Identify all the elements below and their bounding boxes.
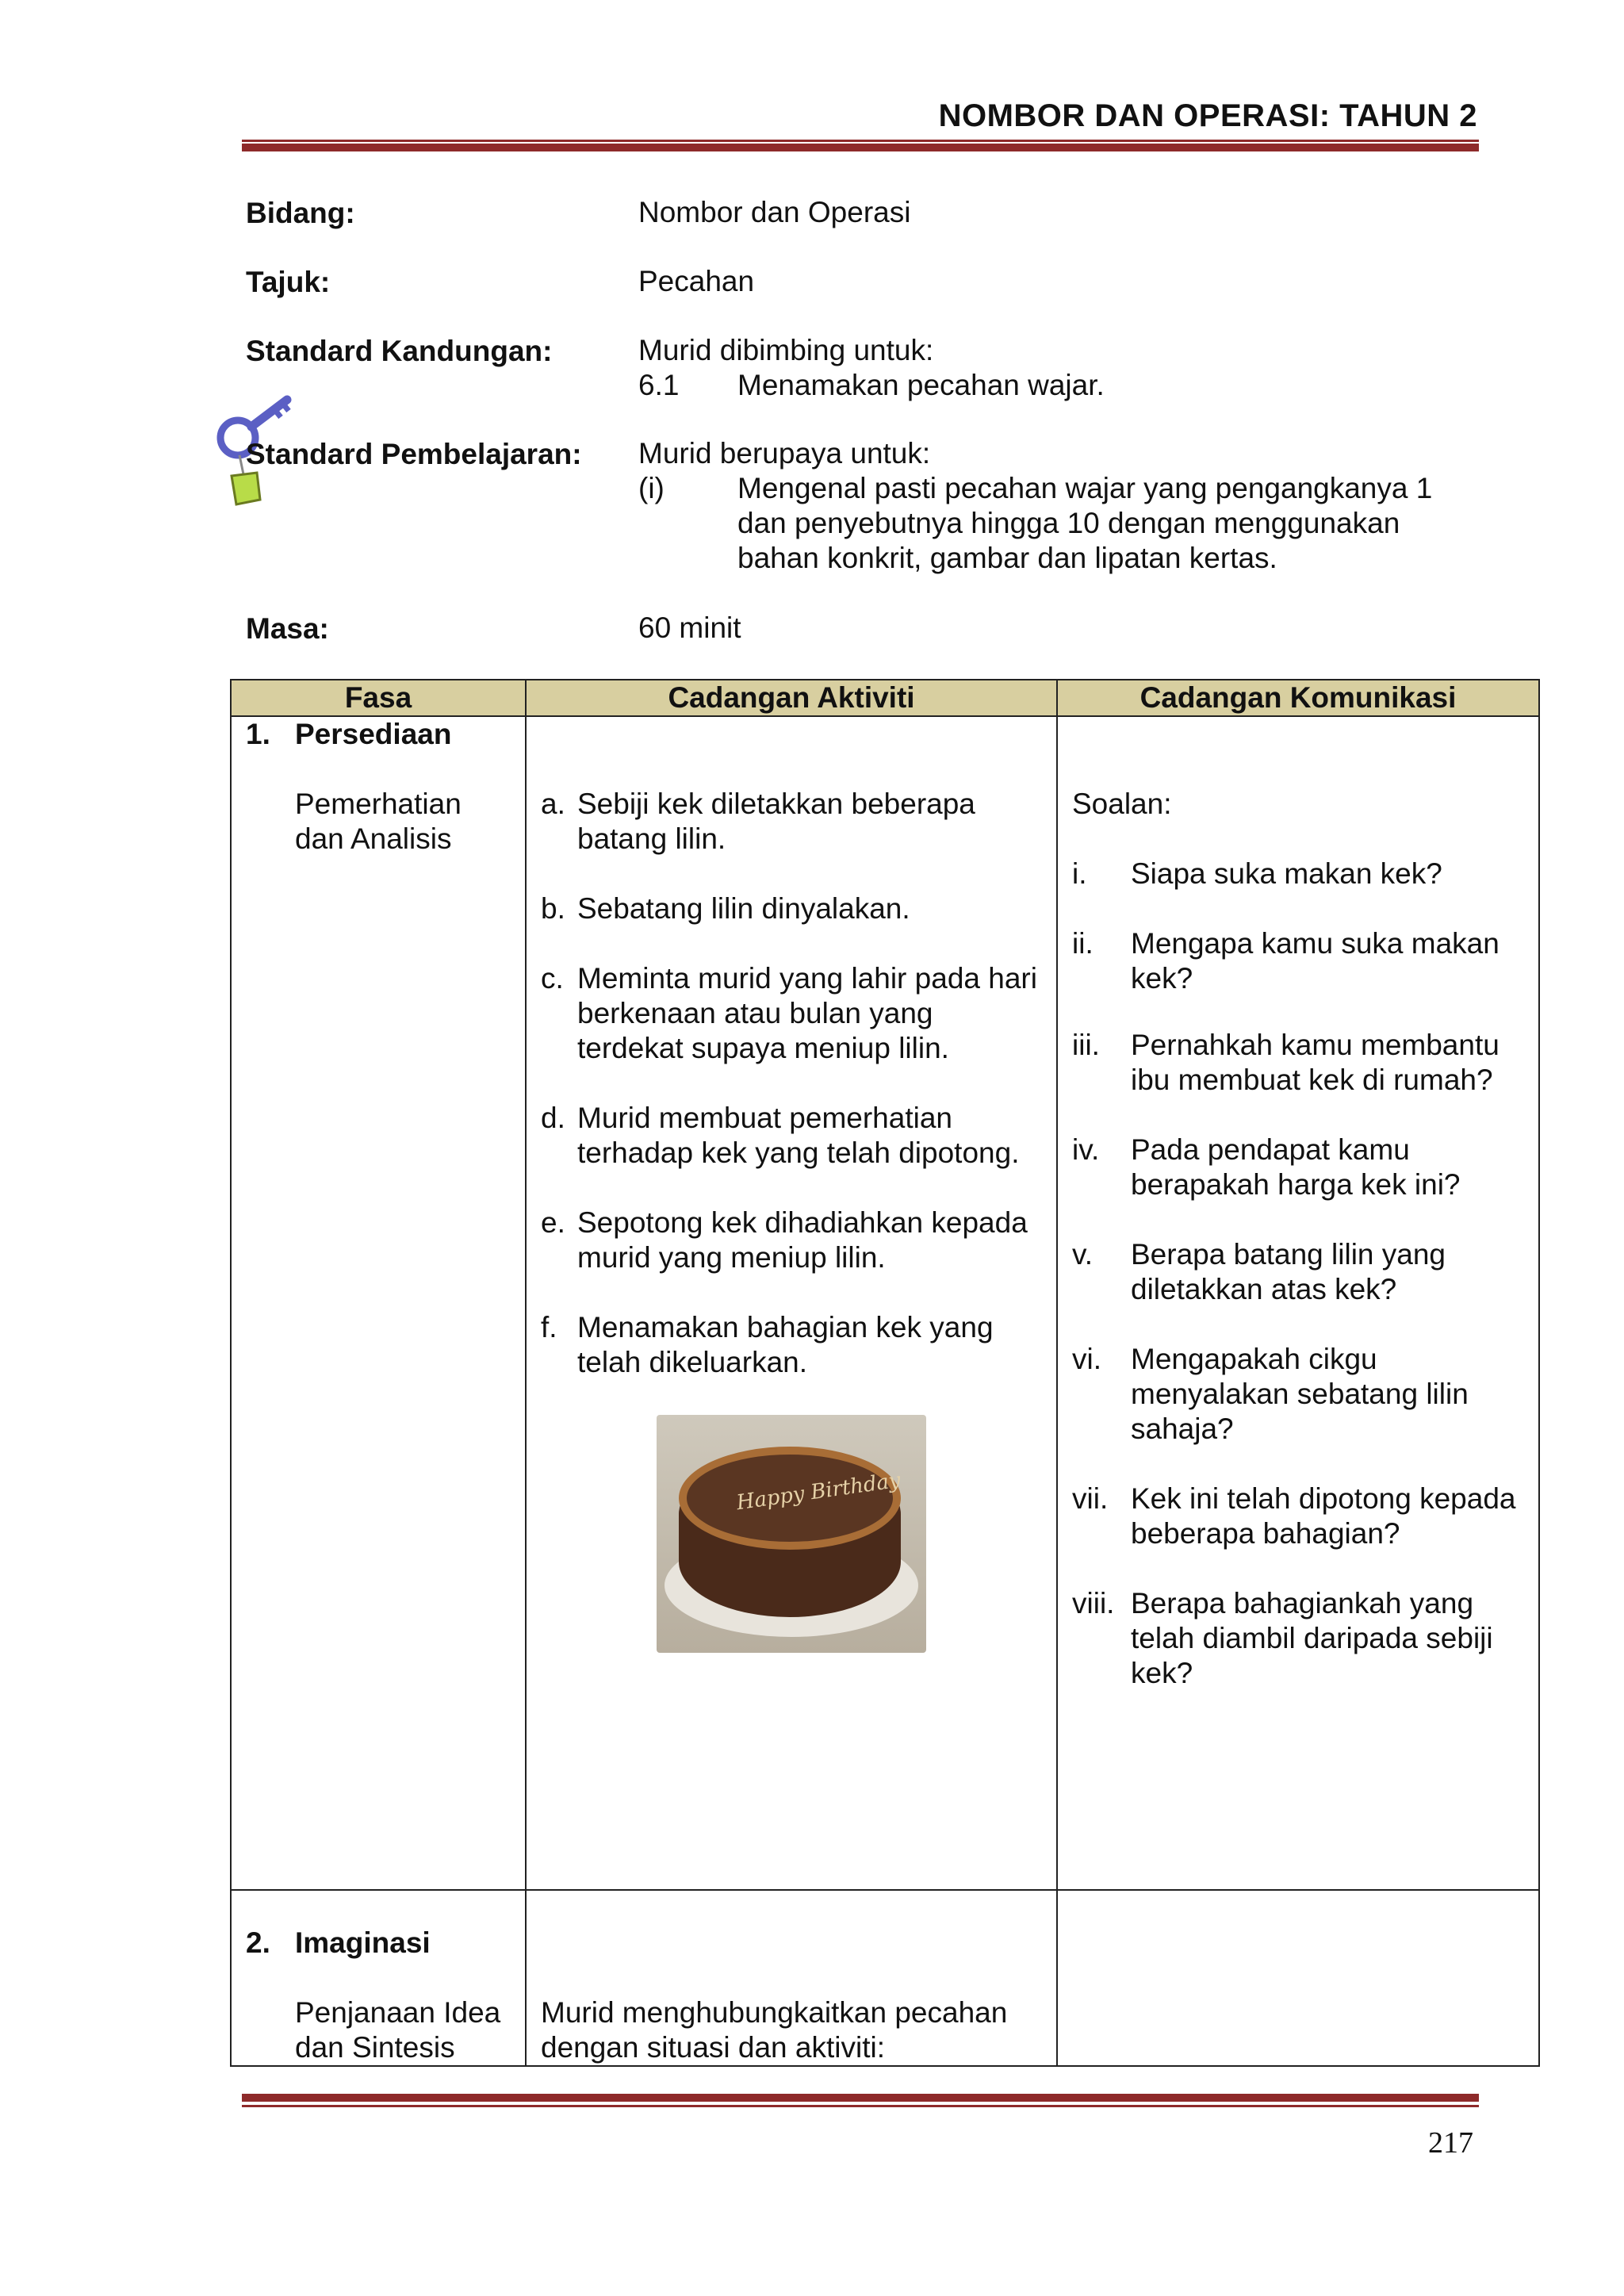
soalan-label: Soalan: xyxy=(1072,788,1172,820)
list-item xyxy=(1072,1028,1524,1098)
list-item xyxy=(1072,857,1524,891)
cake-writing: Happy Birthday xyxy=(734,1468,902,1516)
standard-pembelajaran-label: Standard Pembelajaran: xyxy=(246,438,582,470)
standard-kandungan-label: Standard Kandungan: xyxy=(246,335,553,367)
masa-value: 60 minit xyxy=(638,611,741,644)
phase2-communication xyxy=(1057,1890,1539,2066)
page-number: 217 xyxy=(1428,2126,1473,2160)
page-header-title: NOMBOR DAN OPERASI: TAHUN 2 xyxy=(938,98,1477,133)
masa-label: Masa: xyxy=(246,612,329,645)
table-header-row xyxy=(231,680,1539,716)
phase1-activities xyxy=(526,716,1057,1890)
header-rule-thin xyxy=(242,140,1479,142)
standard-kandungan-text: Menamakan pecahan wajar. xyxy=(737,369,1105,401)
bidang-label: Bidang: xyxy=(246,197,355,229)
list-item xyxy=(1072,926,1524,996)
list-item xyxy=(1072,1342,1524,1447)
phase2-activity-text: Murid menghubungkaitkan pecahan dengan situasi dan aktiviti: xyxy=(541,1996,1008,2064)
activity-text: Sebatang lilin dinyalakan. xyxy=(577,892,910,925)
question-key: i. xyxy=(1072,857,1087,890)
footer-rule-thick xyxy=(242,2094,1479,2102)
standard-pembelajaran-value xyxy=(638,436,1471,576)
question-text: Pada pendapat kamu berapakah harga kek ini? xyxy=(1131,1133,1461,1201)
tajuk-value: Pecahan xyxy=(638,265,755,297)
activity-key: b. xyxy=(541,892,565,925)
question-text: Mengapa kamu suka makan kek? xyxy=(1131,927,1500,995)
standard-pembelajaran-text: Mengenal pasti pecahan wajar yang pengangkanya 1 dan penyebutnya hingga 10 dengan menggunakan bahan konkrit, gambar dan lipatan kertas. xyxy=(737,472,1433,574)
question-text: Berapa bahagiankah yang telah diambil daripada sebiji kek? xyxy=(1131,1587,1493,1689)
footer-rule-thin xyxy=(242,2105,1479,2107)
activity-key: a. xyxy=(541,788,565,820)
phase2-sub: Penjanaan Idea dan Sintesis xyxy=(295,1996,501,2064)
question-key: v. xyxy=(1072,1238,1094,1271)
activity-text: Murid membuat pemerhatian terhadap kek yang telah dipotong. xyxy=(577,1102,1020,1169)
table-row xyxy=(231,1890,1539,2066)
question-key: vii. xyxy=(1072,1482,1109,1515)
standard-kandungan-value xyxy=(638,333,1447,403)
header-cadangan-aktiviti: Cadangan Aktiviti xyxy=(526,680,1057,716)
question-text: Mengapakah cikgu menyalakan sebatang lilin sahaja? xyxy=(1131,1343,1469,1445)
phase1-sub: Pemerhatian dan Analisis xyxy=(295,788,462,855)
phase2-cell xyxy=(231,1890,526,2066)
question-key: ii. xyxy=(1072,927,1094,960)
header-cadangan-komunikasi: Cadangan Komunikasi xyxy=(1057,680,1539,716)
bidang-value: Nombor dan Operasi xyxy=(638,196,911,228)
phase1-cell xyxy=(231,716,526,1890)
standard-pembelajaran-num: (i) xyxy=(638,472,665,504)
phase1-communication xyxy=(1057,716,1539,1890)
standard-kandungan-item xyxy=(638,368,1447,403)
phase1-num: 1. xyxy=(246,718,270,750)
activity-key: d. xyxy=(541,1102,565,1134)
phase2-name: Imaginasi xyxy=(295,1926,431,1959)
phase2-title xyxy=(246,1926,511,1961)
question-text: Pernahkah kamu membantu ibu membuat kek di rumah? xyxy=(1131,1029,1500,1096)
list-item xyxy=(1072,1237,1524,1307)
activity-key: c. xyxy=(541,962,564,995)
question-key: iv. xyxy=(1072,1133,1100,1166)
list-item xyxy=(541,891,1042,926)
question-text: Siapa suka makan kek? xyxy=(1131,857,1442,890)
list-item xyxy=(541,1205,1042,1275)
birthday-cake-image xyxy=(657,1415,926,1653)
table-row xyxy=(231,716,1539,1890)
standard-kandungan-num: 6.1 xyxy=(638,369,680,401)
activity-text: Sebiji kek diletakkan beberapa batang lilin. xyxy=(577,788,975,855)
phase2-num: 2. xyxy=(246,1926,270,1959)
question-key: viii. xyxy=(1072,1587,1115,1619)
standard-kandungan-intro: Murid dibimbing untuk: xyxy=(638,334,934,366)
lesson-table xyxy=(230,679,1540,2067)
activity-key: e. xyxy=(541,1206,565,1239)
header-fasa: Fasa xyxy=(231,680,526,716)
phase1-title xyxy=(246,717,511,752)
question-key: iii. xyxy=(1072,1029,1100,1061)
activity-key: f. xyxy=(541,1311,557,1343)
question-text: Kek ini telah dipotong kepada beberapa bahagian? xyxy=(1131,1482,1516,1550)
phase1-name: Persediaan xyxy=(295,718,452,750)
standard-pembelajaran-intro: Murid berupaya untuk: xyxy=(638,437,931,470)
list-item xyxy=(541,1310,1042,1380)
activity-text: Meminta murid yang lahir pada hari berkenaan atau bulan yang terdekat supaya meniup lilin. xyxy=(577,962,1037,1064)
list-item xyxy=(1072,1586,1524,1691)
list-item xyxy=(541,787,1042,857)
list-item xyxy=(541,1101,1042,1171)
question-key: vi. xyxy=(1072,1343,1101,1375)
tajuk-label: Tajuk: xyxy=(246,266,331,298)
list-item xyxy=(1072,1133,1524,1202)
header-rule-thick xyxy=(242,144,1479,151)
activity-text: Menamakan bahagian kek yang telah dikeluarkan. xyxy=(577,1311,994,1378)
phase2-activities xyxy=(526,1890,1057,2066)
list-item xyxy=(541,961,1042,1066)
list-item xyxy=(1072,1481,1524,1551)
standard-pembelajaran-item xyxy=(638,471,1471,576)
question-text: Berapa batang lilin yang diletakkan atas kek? xyxy=(1131,1238,1446,1305)
activity-text: Sepotong kek dihadiahkan kepada murid yang meniup lilin. xyxy=(577,1206,1028,1274)
